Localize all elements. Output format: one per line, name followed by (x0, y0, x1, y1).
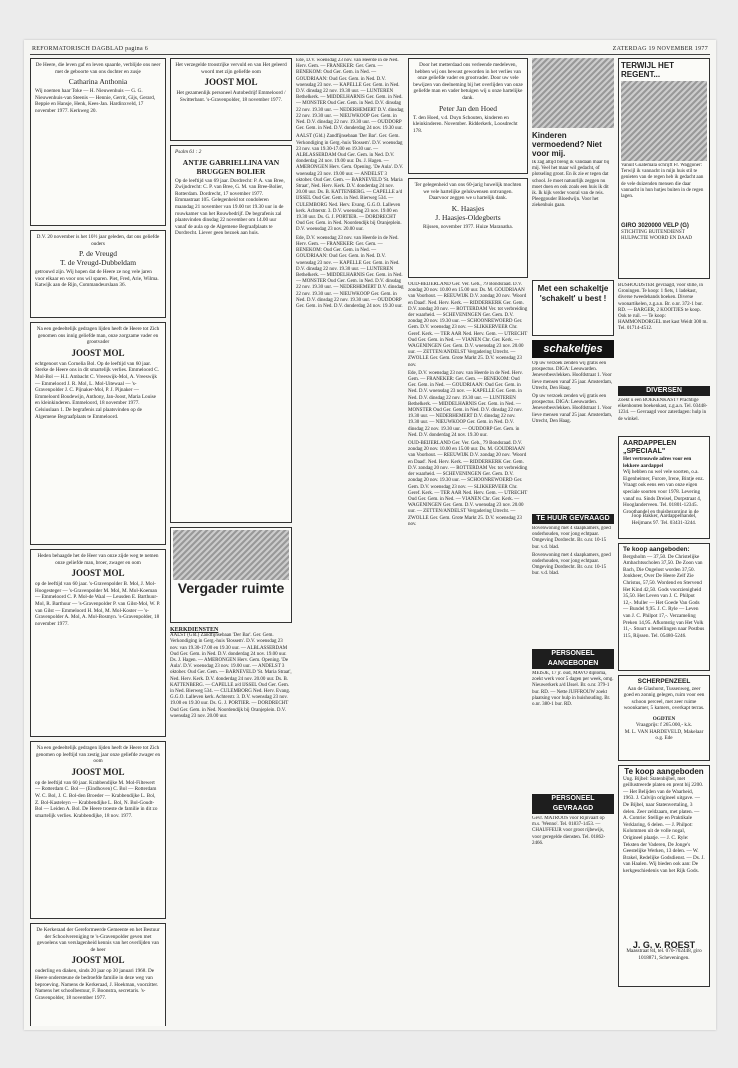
anniversary-intro: D.V. 20 november is het 10½ jaar geleden, dat ons geliefde ouders (36, 234, 160, 247)
personeel-gevraagd-heading: PERSONEEL GEVRAAGD (532, 794, 614, 814)
giro-number: GIRO 3020000 VELP (G) (621, 223, 689, 229)
te-huur-heading: TE HUUR GEVRAAGD (532, 514, 614, 524)
services-heading: KERKDIENSTEN (170, 627, 219, 633)
te-koop-1-body: Bergsholm — 37,50. De Christelijke Ambachtsscholen 37,50. De Zoon van Bach, Die Ongelost worden 37,50. Jonkheer, Over De Heere Zelf Zie Christus, 57,50. Wordend en Stervend Het Kind 42,50. Gods voorzienigheid 35,50. Het Leven van J. C. Philpot 12,-. Muller — Het Goede Van Gods — Bundel 9,95. J. C. Ryle — Leven van J. C. Philpot 17,-. Verzameling Preken 14,95. Afkomstig van Het Volk 11,-. Stuurt u bestellingen naar Postbus 115, Rijssen. Tel. 05480-5246. (623, 553, 705, 639)
birth-name: Catharina Anthonia (68, 77, 128, 87)
obituary-2-body: op de leeftijd van 60 jaar. 's-Gravenpolder B. Mol, J. Mol-Hoogesteger — 's-Gravenpolder M. Mol, M. Mol-Koeman — Emmeloord C. P. Mol-de Waal — Leusden E. Barthuur-Mol, R. Barthuur — 's-Gravenpolder P. van Gilst-Mol, W. P. van Gilst — Emmeloord H. Mol, M. Mol-Koster — 's-Gravenpolder A. Mol, A. Mol-Bosmyn. 's-Gravenpolder, 18 november 1977. (35, 581, 161, 627)
te-huur-text-b: Bovenwoning met 4 slaapkamers, goed onderhouden, voor jong echtpaar. Omgeving Dordrecht. Br. o.nr. 10-15 bur. v.d. blad. (532, 552, 611, 577)
obituary-3-name: JOOST MOL (71, 766, 125, 777)
church-services-list-3 (408, 282, 528, 1026)
anniversary-thanks-names: K. Haasjes J. Haasjes-Oldegberts (435, 203, 501, 222)
newspaper-page (24, 40, 716, 1030)
obituary-2-intro: Heden behaagde het de Heer van onze zijde weg te nemen onze geliefde man, broer, zwager en oom (37, 553, 159, 566)
obituary-bolier-body: Op de leeftijd van 69 jaar. Dordrecht: P. A. van Bree, Zwijndrecht: C. P. van Bree, G. M. van Bree-Bolier, Rotterdam. Dordrecht, 17 november 1977. Emmastraat 105. Gelegenheid tot condoleren maandag 21 november van 19.00 tot 19.30 uur in de rouwkamer van het Rouwbedrijf. De begrafenis zal plaatsvinden dinsdag 22 november om 14.00 uur vanaf de aula op de Algemene Begraafplaats te Dordrecht. Liever geen bezoek aan huis. (175, 177, 285, 237)
obituary-3-intro: Na een gedeeltelijk gedragen lijden heeft de Heere tot Zich genomen op leeftijd van zestig jaar onze geliefde zwager en oom (35, 745, 161, 765)
obituary-3 (30, 741, 166, 919)
thank-you-ad (408, 58, 528, 174)
diversen-text: Zoekt u een BOEKENKAST? Prachtige eikenhouten boekenkast, z.g.a.n. Tel. 03448-1234. — Gevraagd voor zaterdagen: hulp in de winkel. (618, 398, 708, 422)
obituary-1-name: JOOST MOL (71, 347, 125, 358)
aardappelen-title: AARDAPPELEN „SPECIAAL" (623, 440, 677, 455)
church-services-list (170, 627, 292, 1026)
personeel-aangeboden-text: MEISJE, 17 jr. oud, MAVO diploma, zoekt werk voor 5 dagen per week, omg. Nieuwerkerk a/d IJssel. Br. o.nr. 379-1 bur. RD. — Nette JUFFROUW zoekt plaatsing voor hulp in huishouding. Br. o.nr. 380-1 bur. RD. (532, 671, 614, 708)
scherpenzeel-title: SCHERPENZEEL (637, 678, 691, 685)
column-6 (618, 58, 710, 1026)
obituary-4-intro: De Kerkeraad der Gereformeerde Gemeente en het Bestuur der Schoolvereniging te 's-Gravenpolder geven met gevoelens van verslagenheid kennis van het overlijden van de heer (36, 927, 160, 953)
services-body-3c: OUD-BEIJERLAND Ger. Ver. Geb., 79 Bondsraad. D.V. zondag 20 nov. 10.00 en 15.00 uur. Ds. M. GOUDRIAAN van Voorhout. — REEUWIJK D.V. zondag 20 nov. 'Woord en Daad'. Ned. Herv. Kerk. — RIDDERKERK Ger. Gem. D.V. zondag 20 nov. — ROTTERDAM Ver. tot verbreiding der waarheid. — SCHEVENINGEN Ger. Gem. D.V. zondag 20 nov. 19.30 uur. — SCHOONREWOERD Ger. Gem. D.V. woensdag 23 nov. — SLIKKERVEER Chr. Geref. Kerk. — TER AAR Ned. Herv. Gem. — UTRECHT Oud Ger. Gem. in Ned. — VIANEN Chr. Ger. Kerk. — WAGENINGEN Ger. Gem. D.V. woensdag 23 nov. 20.00 uur. — ZETTEN/ANDELST Vergadering Utrecht. — ZWOLLE Ger. Gem. Grote Markt 25. D.V. woensdag 23 nov. (408, 441, 528, 527)
page-header-right: ZATERDAG 19 NOVEMBER 1977 (612, 46, 708, 52)
children-photo (621, 81, 707, 161)
classified-col6-text: BUSHOUDSTER gevraagd, voor stille, in Groningen. Te koop: 1 fiets, 1 ladekast, diverse tweedehands boeken. Diverse woonartikelen, z.g.a.n. Br. o.nr. 372-1 bur. RD. — BARGER, 2 KOOITJES te koop. Ook te ruil. — Te koop: HAMMONDORGEL met kast Weidt 300 m. Tel. 01714-4512. (618, 283, 708, 332)
condolence-intro: Het verzegelde troostrijke vervuld en van Het geleerd woord met zijn geliefde oom (175, 62, 287, 75)
personeel-aangeboden-block (532, 671, 614, 791)
vergader-ruimte-ad (170, 527, 292, 623)
scherpenzeel-agent: M. L. VAN HARDEVELD, Makelaar o.g. Ede (624, 728, 704, 742)
anniversary-thanks-place: Rijssen, november 1977. Huize Maranatha. (422, 223, 514, 230)
diversen-block (618, 398, 710, 436)
condolence-body: Het gezamenlijk personeel Autobedrijf Emmeloord / Switterbant. 's-Gravenpolder, 18 november 1977. (176, 90, 286, 103)
te-koop-1-title: Te koop aangeboden: (623, 546, 690, 553)
obituary-4 (30, 923, 166, 1026)
services-body-2: Ede, D.V. woensdag 23 nov. van Heerde in de Ned. Herv. Gem. — FRANEKER: Ger. Gem. — BENEKOM: Oud Ger. Gem. in Ned. — GOUDRIAAN: Oud Ger. Gem. in Ned. D.V. woensdag 23 nov. — KAPELLE Ger. Gem. in Ned. D.V. dinsdag 22 nov. 19.30 uur. — LUNTEREN Bethelkerk. — MIDDELHARNIS Ger. Gem. in Ned. — MONSTER Oud Ger. Gem. in Ned. D.V. dinsdag 22 nov. 19.30 uur. — NEDERHEMERT D.V. dinsdag 22 nov. 19.30 uur. — NIEUWKOOP Ger. Gem. in Ned. D.V. dinsdag 22 nov. 19.30 uur. — OUDDORP Ger. Gem. in Ned. D.V. donderdag 24 nov. 19.30 uur. (296, 58, 404, 132)
obituary-1-body: echtgenoot van Cornelia Bol. Op de leeftijd van 60 jaar. Sterke de Heere ons in dit smartelijk verlies. Emmeloord C. Mol-Bol — H.I. Ambacht C. Vreeswijk-Mol, A. Vreeswijk — Emmeloord J. R. Mol, L. Mol-Uitewaal — 's-Gravenpolder J. C. Pijnaker-Mol, P. J. Pijnaker — Emmeloord Boudewijn, Anthony, Jan-Joost, Maria Louise en kleinkinderen. Emmeloord, 18 november 1977. Celsiuslaan 1. De begrafenis zal plaatsvinden op de Algemene Begraafplaats te Emmeloord. (35, 360, 160, 420)
aardappelen-subtitle: Het vertrouwde adres voor een lekkere aardappel (623, 456, 692, 469)
te-koop-aangeboden-2 (618, 765, 710, 987)
column-4 (408, 58, 528, 1026)
te-koop-aangeboden-1 (618, 543, 710, 671)
personeel-gevraagd-block (532, 816, 614, 936)
scherpenzeel-ogdten: OGDTEN (652, 715, 676, 722)
psalm-reference: Psalm 61 : 2 (175, 149, 202, 155)
classified-block-1 (532, 361, 614, 511)
scherpenzeel-ad (618, 675, 710, 761)
anniversary-body: getrouwd zijn. Wij hopen dat de Heere ze nog vele jaren voor elkaar en voor ons wil sparen. Piet, Fred, Arie, Wilma. Katwijk aan de Rijn, Commandeurslaan 36. (35, 269, 159, 289)
terwijl-title: TERWIJL HET REGENT... (621, 61, 675, 79)
feature-body (532, 160, 614, 280)
obituary-1-intro: Na een gedeeltelijk gedragen lijden heeft de Heere tot Zich genomen ons innig geliefde man, onze zorgzame vader en grootvader (36, 326, 160, 346)
classified-text-1: Op uw verzoek zenden wij gratis een prospectus. DIGA: Leeuwarden. Jeneverbesvlekken. Hoofdstraat 1. Voor lieve mensen vanaf 25 jaar. Amsterdam, Utrecht, Den Haag. (532, 361, 613, 391)
column-5 (532, 58, 614, 1026)
column-1 (30, 58, 166, 1026)
aardappelen-body: Wij hebben nu wel vele soorten, o.a. Eigenheimer, Furore, Irene, Bintje enz. Vraagt ook eens een van onze eigen speciale soorten voor 1978. Levering vanaf nu. Sinds Dreisel, Dorpstraat 4, Hooglanderveen. Tel. 01801-12345. Groothandel en thuisbezorging in de (623, 469, 705, 514)
anniversary-thanks-intro: Ter gelegenheid van ons 60-jarig huwelijk mochten we vele hartelijke gelukwensen ontvangen. Daarvoor zeggen we u hartelijk dank. (414, 182, 522, 202)
personeel-aangeboden-heading: PERSONEEL AANGEBODEN (532, 649, 614, 669)
condolence-ad (170, 58, 292, 141)
schakeltje-promo-title: Met een schakeltje 'schakelt' u best ! (537, 284, 609, 303)
terwijl-text: Vanuit Guatemala schrijft Fr. Waggoner: Terwijl ik vannacht in mijn huis stil te genieten van de regen heb ik gedacht aan de vele duizenden mensen die daar vannacht in hun hutjes buiten in de regen lagen. (621, 163, 704, 200)
te-koop-2-title: Te koop aangeboden (624, 767, 704, 776)
scherpenzeel-price: Vraagprijs: f 265.000,- k.k. (635, 722, 693, 729)
obituary-2 (30, 549, 166, 737)
classified-text-1b: Op uw verzoek zenden wij gratis een prospectus. DIGA: Leeuwarden. Jeneverbesvlekken. Hoofdstraat 1. Voor lieve mensen vanaf 25 jaar. Amsterdam, Utrecht, Den Haag. (532, 394, 613, 424)
services-body-2c: Ede, D.V. woensdag 23 nov. van Heerde in de Ned. Herv. Gem. — FRANEKER: Ger. Gem. — BENEKOM: Oud Ger. Gem. in Ned. — GOUDRIAAN: Oud Ger. Gem. in Ned. D.V. woensdag 23 nov. — KAPELLE Ger. Gem. in Ned. D.V. dinsdag 22 nov. 19.30 uur. — LUNTEREN Bethelkerk. — MIDDELHARNIS Ger. Gem. in Ned. — MONSTER Oud Ger. Gem. in Ned. D.V. dinsdag 22 nov. 19.30 uur. — NEDERHEMERT D.V. dinsdag 22 nov. 19.30 uur. — NIEUWKOOP Ger. Gem. in Ned. D.V. dinsdag 22 nov. 19.30 uur. — OUDDORP Ger. Gem. in Ned. D.V. donderdag 24 nov. 19.30 uur. (296, 235, 404, 309)
obituary-3-body: op de leeftijd van 60 jaar. Krabbendijke M. Mol-Filtewert — Rotterdam C. Bol — (Eindhoven) C. Bol — Rotterdam W. C. Bol, J. C. Bol-den Broeder — Krabbendijke L. Bol, Z. Bol-Kasteleyn — Krabbendijke L. Bol, N. Bol-Goudt-Bol — Leiden A. Bol. De Heere troeste de familie in dit zo smartelijk verlies. Krabbendijke, 18 nov. 1977. (35, 779, 158, 819)
te-huur-block (532, 526, 614, 646)
church-services-list-2 (296, 58, 404, 1018)
thank-you-name: Peter Jan den Hoed (438, 103, 498, 113)
anniversary-announcement (30, 230, 166, 318)
services-body-3: OUD-BEIJERLAND Ger. Ver. Geb., 79 Bondsraad. D.V. zondag 20 nov. 10.00 en 15.00 uur. Ds. M. GOUDRIAAN van Voorhout. — REEUWIJK D.V. zondag 20 nov. 'Woord en Daad'. Ned. Herv. Kerk. — RIDDERKERK Ger. Gem. D.V. zondag 20 nov. — ROTTERDAM Ver. tot verbreiding der waarheid. — SCHEVENINGEN Ger. Gem. D.V. zondag 20 nov. 19.30 uur. — SCHOONREWOERD Ger. Gem. D.V. woensdag 23 nov. — SLIKKERVEER Chr. Geref. Kerk. — TER AAR Ned. Herv. Gem. — UTRECHT Oud Ger. Gem. in Ned. — VIANEN Chr. Ger. Kerk. — WAGENINGEN Ger. Gem. D.V. woensdag 23 nov. 20.00 uur. — ZETTEN/ANDELST Vergadering Utrecht. — ZWOLLE Ger. Gem. Grote Markt 25. D.V. woensdag 23 nov. (408, 282, 528, 368)
services-body-2b: AALST (Gld.) Zandfijnsebaan 'Der Bar'. Ger. Gem. Verkondiging in Gerg.-huis 'Bossem'. D.V. woensdag 23 nov. van 19.30-17.00 en 19.30 uur. — ALBLASSERDAM Oud Ger. Gem. in Ned. D.V. donderdag 24 nov. 19.00 uur. Ds. J. Hagen. — AMERONGEN Herv. Gem. Opening. 'De Aula'. D.V. woensdag 23 nov. 19.00 uur. — ANDELST 3 oktober. Oud Ger. Gem. — BARNEVELD 'St. Maria Straat', Ned. Herv. Kerk. D.V. donderdag 24 nov. 20.00 uur. Ds. B. KATTENBERG. — CAPELLE a/d IJSSEL Oud Ger. Gem. in Ned. Bierweg 534. — CULEMBORG Ned. Herv. Evang. G.G.O. Lalleven kerk. Achterstr. 3. D.V. woensdag 23 nov. 19.00 en 19.30 uur. Ds. G. J. PORTIER. — DORDRECHT Oud Ger. Gem. in Ned. Noordendijk bij Oranjeplein. D.V. woensdag 23 nov. 20.00 uur. (296, 134, 404, 233)
giro-foundation: STICHTING BUITENDIENST HULPACTIE WOORD EN DAAD (621, 229, 692, 241)
obituary-1 (30, 322, 166, 545)
personeel-gevraagd-text: Gevr. MATROOS voor Rijnvaart op m.s. 'Wenno'. Tel. 01837-1453. — CHAUFFEUR voor groot rijbewijs, voor geregelde diensten. Tel. 01862-2466. (532, 816, 606, 846)
aardappelen-footer: Joop Bakker, Aardappelhandel, Heijmans 97. Tel. 03431-3244. (631, 513, 697, 526)
feature-text: Ik zag altijd breng ik vandaan maar bij mij. Veel het maar wil gedacht, of plotseling groot. En ik zie er tegen dat school. Je moet natuurlijk zeggen nu moet doen en ook zoals een huis ik dit ik. Ik kijk verder vooral van de reis. Pleeggouder Bloedwijn. Voor het ziekenhuis gaan. (532, 160, 610, 209)
roest-address: Maasstraat 84, tel. 070-702448, giro 1018871, Scheveningen. (626, 948, 702, 961)
thank-you-body: Door het metterdaad ons verleende medeleven, hebben wij ons bewust geworden in het verlies van onze geliefde vader en grootvader. Door uw vele bewijzen van deelneming bij het overlijden van onze geliefde man en vader betuigen wij u onze hartelijke dank. (413, 62, 523, 101)
obituary-bolier-name: ANTJE GABRIELLINA VAN BRUGGEN BOLIER (182, 157, 280, 176)
te-koop-2-body: Ung. Bijbel: Statenbijbel, met geillustreerde platen en prent bij 2200. — Het Belijden van de Waarheid, 1963. J. Calvijn origineel uitgave. — De Bijbel, naar Statenvertaling, 3 delen. Zeer zeldzaam, met platen. — A. Comrie: Stellige en Praktikale Verklaring, 6 delen. — J. Philpot: Kolommen uit de volle nogal, Origineel plaatje. — J. C. Ryle: Teksten der Vaderen, De Jonge's Geestelijke Werken, 13 delen. — W. Brakel, Redelijke Godsdienst. — Ds. J. van Haalen. Wij bieden ook aan: De kerkgeschiedenis van het Rijk Gods. (623, 775, 705, 874)
terwijl-het-regent-ad (618, 58, 710, 279)
classified-col6-block (618, 283, 710, 383)
anniversary-thanks (408, 178, 528, 278)
header-rule (30, 54, 710, 55)
te-huur-text: Bovenwoning met 4 slaapkamers, goed onderhouden, voor jong echtpaar. Omgeving Dordrecht. Br. o.nr. 10-15 bur. v.d. blad. (532, 526, 611, 550)
services-body: AALST (Gld.) Zandfijnsebaan 'Der Bar'. Ger. Gem. Verkondiging in Gerg.-huis 'Bossem'. D.V. woensdag 23 nov. van 19.30-17.00 en 19.30 uur. — ALBLASSERDAM Oud Ger. Gem. in Ned. D.V. donderdag 24 nov. 19.00 uur. Ds. J. Hagen. — AMERONGEN Herv. Gem. Opening. 'De Aula'. D.V. woensdag 23 nov. 19.00 uur. — ANDELST 3 oktober. Oud Ger. Gem. — BARNEVELD 'St. Maria Straat', Ned. Herv. Kerk. D.V. donderdag 24 nov. 20.00 uur. Ds. B. KATTENBERG. — CAPELLE a/d IJSSEL Oud Ger. Gem. in Ned. Bierweg 534. — CULEMBORG Ned. Herv. Evang. G.G.O. Lalleven kerk. Achterstr. 3. D.V. woensdag 23 nov. 19.00 en 19.30 uur. Ds. G. J. PORTIER. — DORDRECHT Oud Ger. Gem. in Ned. Noordendijk bij Oranjeplein. D.V. woensdag 23 nov. 20.00 uur. (170, 633, 292, 719)
diversen-heading: DIVERSEN (618, 386, 710, 396)
page-header-left: REFORMATORISCH DAGBLAD pagina 6 (32, 46, 149, 52)
roest-name: J. G. v. ROEST (632, 939, 696, 950)
vergader-ruimte-logo: Vergader ruimte (177, 580, 285, 596)
birth-intro: De Heere, die leven gaf en leven spaarde, verblijde ons neer met de geboorte van ons dochter en zusje (35, 62, 161, 75)
schakeltjes-logo: schakeltjes (532, 340, 614, 358)
scherpenzeel-body: Aan de Glashorst, Tussenweg, zeer goed en zonnig gelegen, ruim voor een schoon perceel, met zeer ruime woonkamer, 5 kamers, overkapt terras. (623, 685, 705, 712)
column-2 (170, 58, 292, 1026)
woman-portrait-photo (532, 58, 614, 128)
birth-body: Wij noemen haar Toke — H. Nieuwenhuis — G. G. Nieuwenhuis-van Steenis — Hennie, Gerrit, Gijs, Gerard, Beppie en Hansje, Henk, Kees-Jan. Hardinxveld, 17 november 1977. Kerkweg 20. (35, 88, 156, 114)
birth-announcement (30, 58, 166, 226)
anniversary-names: P. de Vreugd T. de Vreugd-Dubbeldam (59, 249, 137, 268)
obituary-2-name: JOOST MOL (71, 568, 125, 579)
photo-headline: Kinderen vermoedend? Niet voor mij. (532, 131, 602, 158)
obituary-4-name: JOOST MOL (71, 955, 125, 966)
aardappelen-ad (618, 436, 710, 539)
obituary-bolier (170, 145, 292, 523)
column-3 (296, 58, 404, 1026)
condolence-name: JOOST MOL (204, 77, 258, 88)
meeting-room-illustration (173, 530, 289, 580)
services-body-3b: Ede, D.V. woensdag 23 nov. van Heerde in de Ned. Herv. Gem. — FRANEKER: Ger. Gem. — BENEKOM: Oud Ger. Gem. in Ned. — GOUDRIAAN: Oud Ger. Gem. in Ned. D.V. woensdag 23 nov. — KAPELLE Ger. Gem. in Ned. D.V. dinsdag 22 nov. 19.30 uur. — LUNTEREN Bethelkerk. — MIDDELHARNIS Ger. Gem. in Ned. — MONSTER Oud Ger. Gem. in Ned. D.V. dinsdag 22 nov. 19.30 uur. — NEDERHEMERT D.V. dinsdag 22 nov. 19.30 uur. — NIEUWKOOP Ger. Gem. in Ned. D.V. dinsdag 22 nov. 19.30 uur. — OUDDORP Ger. Gem. in Ned. D.V. donderdag 24 nov. 19.30 uur. (408, 370, 523, 438)
schakeltje-promo (532, 280, 614, 336)
thank-you-signature: T. den Hoed, v.d. Duyn Schouten, kinderen en kleinkinderen. November. Ridderkerk, Loosdrecht 178. (413, 114, 518, 134)
obituary-4-body: ouderling en diaken, sinds 20 jaar op 30 januari 1968. De Heere ondersteune de bedroefde familie in deze weg van beproeving. Namens de Kerkeraad, J. Hoekman, voorzitter. Namens het schoolbestuur, F. Boonstra, secretaris. 's-Gravenpolder, 18 november 1977. (35, 968, 159, 1001)
